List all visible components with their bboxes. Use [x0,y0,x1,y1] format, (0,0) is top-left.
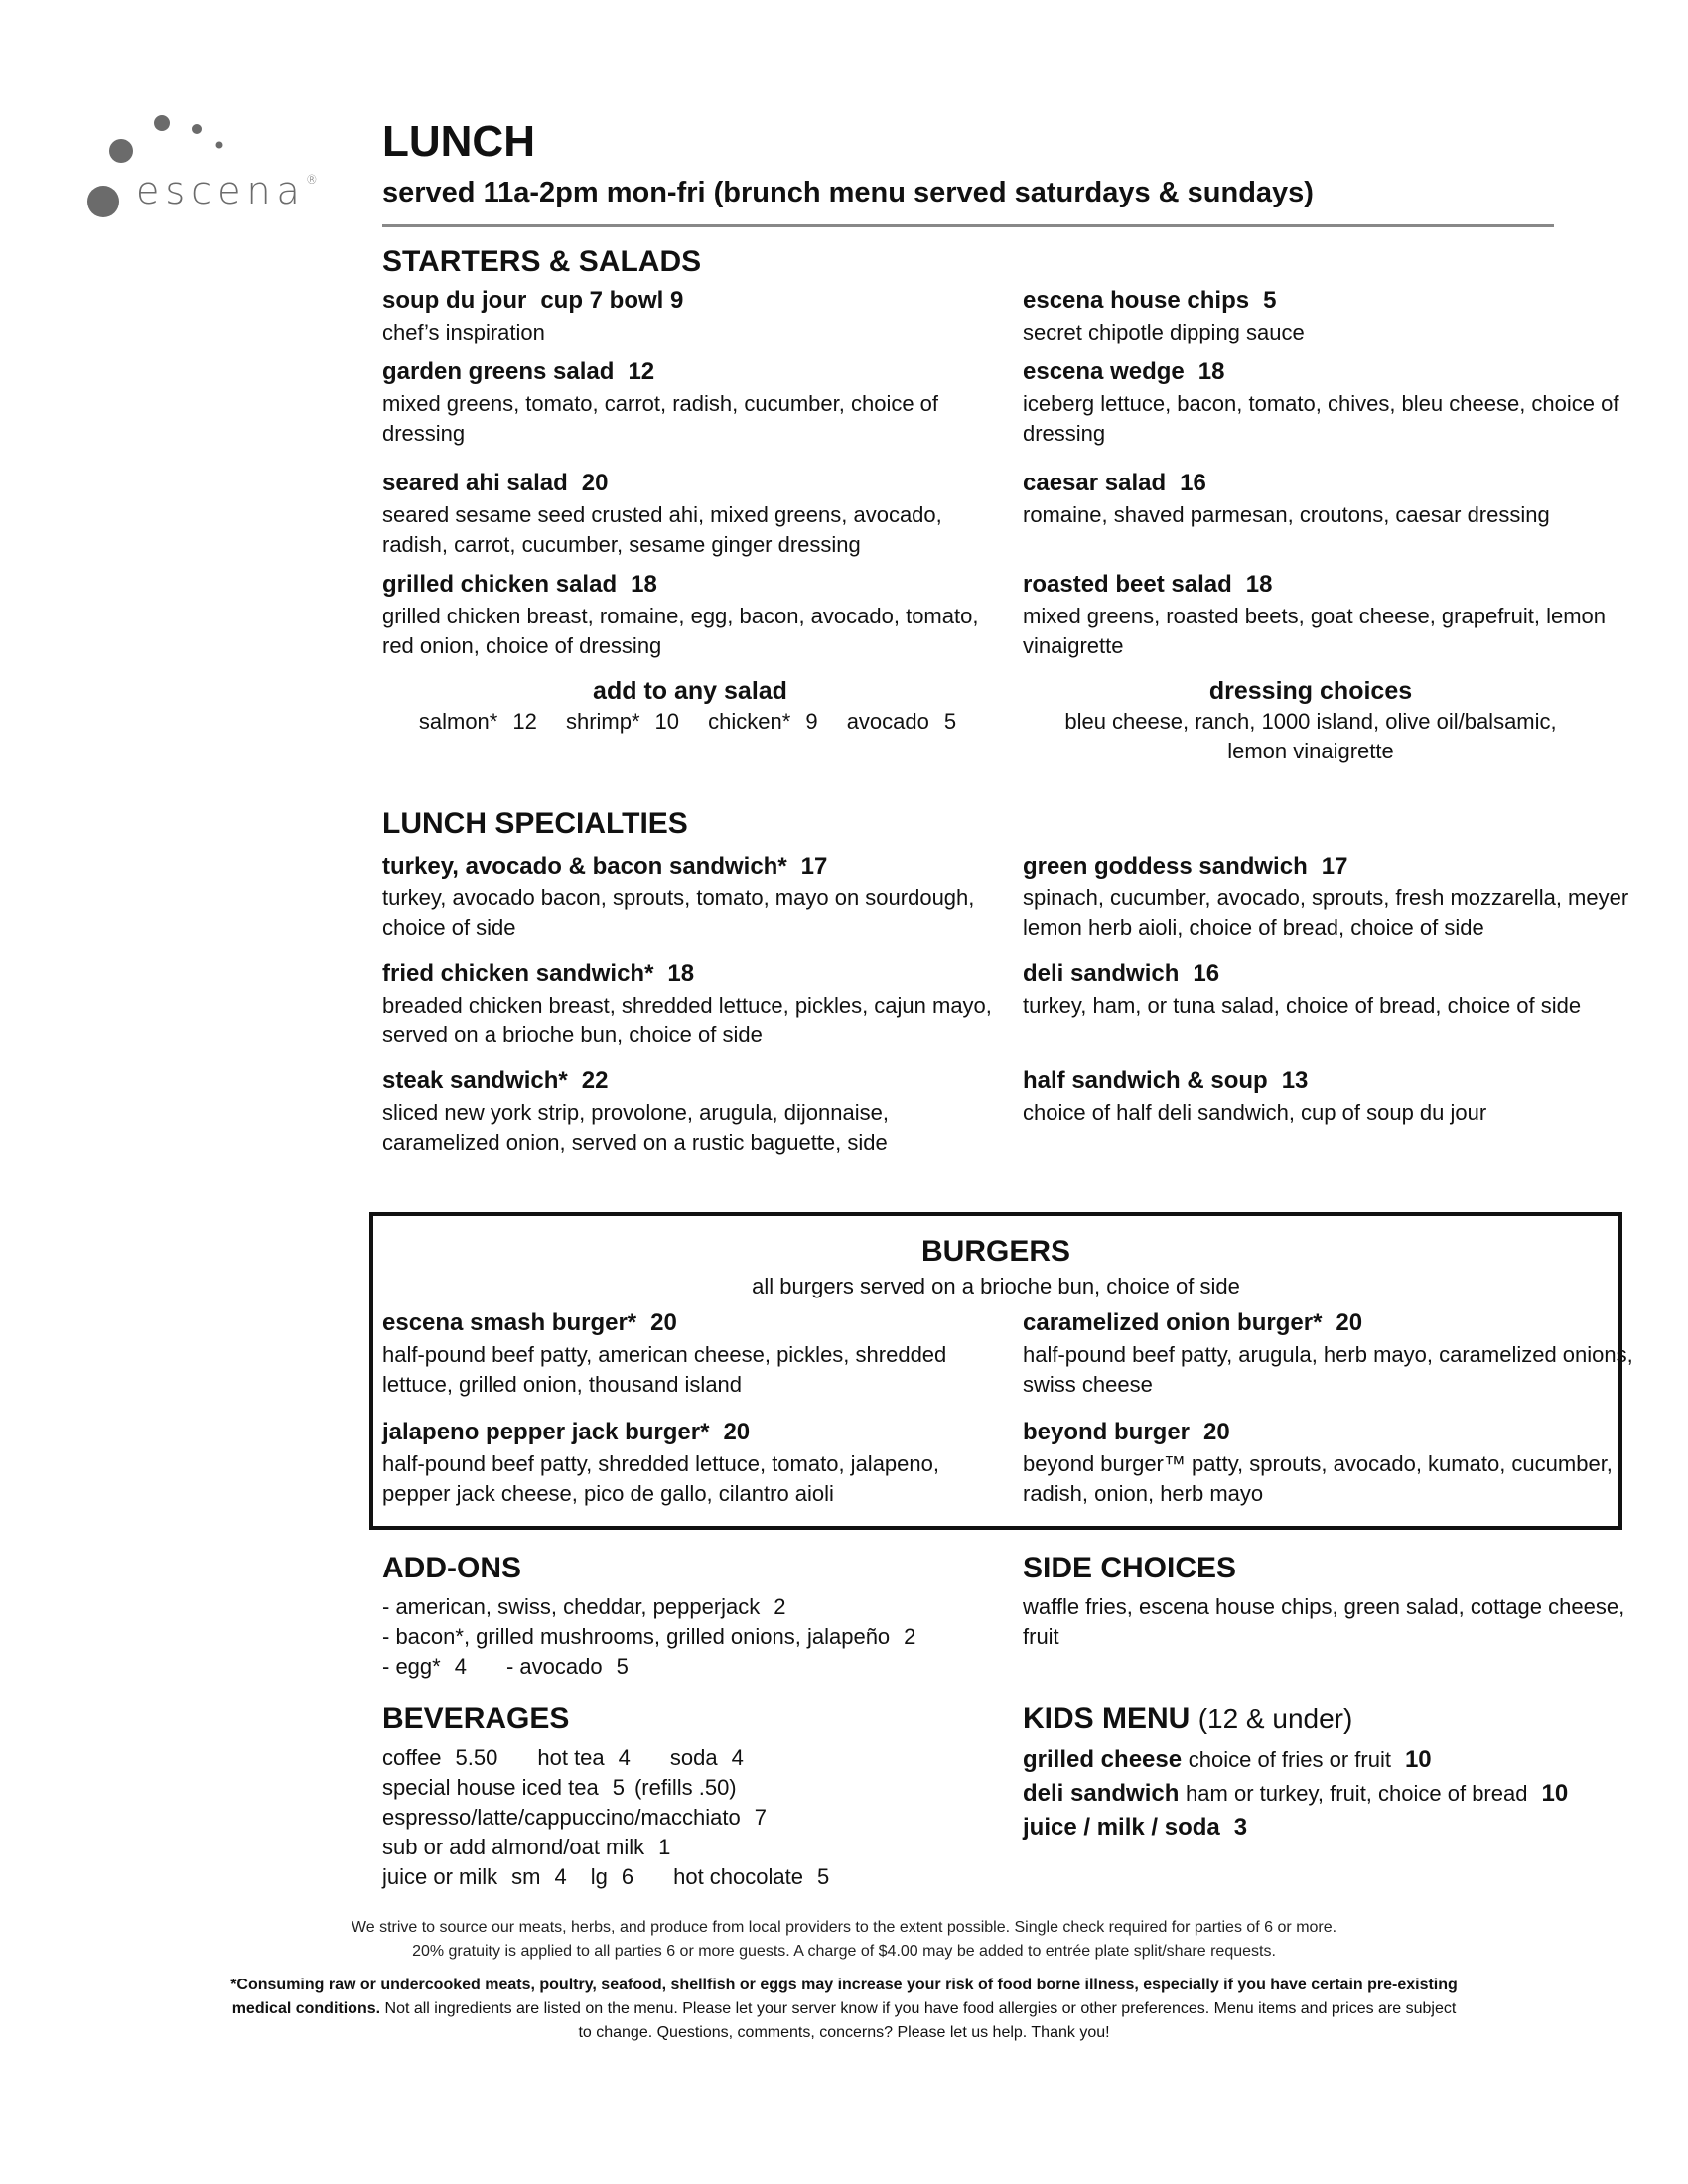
side-choices-text: waffle fries, escena house chips, green salad, cottage cheese, fruit [1023,1594,1625,1649]
beverage-line: sub or add almond/oat milk 1 [382,1835,671,1859]
menu-item: soup du jour cup 7 bowl 9 chef’s inspiration [382,287,684,344]
section-title-starters: STARTERS & SALADS [382,245,702,278]
addon-line: - american, swiss, cheddar, pepperjack 2 [382,1594,786,1619]
menu-item: green goddess sandwich 17 spinach, cucumber, avocado, sprouts, fresh mozzarella, meyer lemon herb aioli, choice of bread, choice of side [1023,853,1629,940]
beverage-line: juice or milk sm 4 lg 6 hot chocolate 5 [382,1864,830,1889]
menu-item: escena wedge 18 iceberg lettuce, bacon, tomato, chives, bleu cheese, choice of dressing [1023,358,1619,446]
menu-item: beyond burger 20 beyond burger™ patty, sprouts, avocado, kumato, cucumber, radish, onion, herb mayo [1023,1419,1613,1506]
dressing-choices: dressing choices bleu cheese, ranch, 1000 island, olive oil/balsamic, lemon vinaigrette [1064,677,1557,763]
menu-item: caramelized onion burger* 20 half-pound beef patty, arugula, herb mayo, caramelized onions, swiss cheese [1023,1309,1633,1397]
section-title-addons: ADD-ONS [382,1552,521,1584]
menu-item: garden greens salad 12 mixed greens, tomato, carrot, radish, cucumber, choice of dressing [382,358,939,446]
kids-item: grilled cheese choice of fries or fruit 10 [1023,1746,1432,1773]
header-divider [382,224,1554,227]
addon-line: - egg* 4 - avocado 5 [382,1654,629,1679]
add-to-salad: add to any salad salmon* 12 shrimp* 10 chicken* 9 avocado 5 [418,677,957,734]
addon-line: - bacon*, grilled mushrooms, grilled onions, jalapeño 2 [382,1624,916,1649]
beverage-line: coffee 5.50 hot tea 4 soda 4 [382,1745,744,1770]
beverage-line: espresso/latte/cappuccino/macchiato 7 [382,1805,768,1830]
page-title: LUNCH [382,117,535,166]
menu-item: seared ahi salad 20 seared sesame seed crusted ahi, mixed greens, avocado, radish, carrot, cucumber, sesame ginger dressing [382,470,942,557]
kids-item: juice / milk / soda 3 [1023,1814,1248,1841]
brand-wordmark: escena® [136,169,318,212]
footer-legal: *Consuming raw or undercooked meats, poultry, seafood, shellfish or eggs may increase your risk of food borne illness, especially if you have certain pre-existing medical conditions. Not all ingredients are listed on the menu. Please let your server know if you have food allergies or other preferences. Menu items and prices are subject to change. Questions, comments, concerns? Please let us help. Thank you! [230,1977,1458,2041]
menu-item: roasted beet salad 18 mixed greens, roasted beets, goat cheese, grapefruit, lemon vinaigrette [1023,571,1607,658]
menu-item: steak sandwich* 22 sliced new york strip, provolone, arugula, dijonnaise, caramelized onion, served on a rustic baguette, side [382,1067,889,1155]
section-title-burgers: BURGERS [920,1235,1070,1268]
escena-logo [84,109,323,228]
menu-item: jalapeno pepper jack burger* 20 half-pound beef patty, shredded lettuce, tomato, jalapeno, pepper jack cheese, pico de gallo, cilantro aioli [382,1419,939,1506]
menu-footer [228,1916,1460,2045]
menu-item: grilled chicken salad 18 grilled chicken breast, romaine, egg, bacon, avocado, tomato, red onion, choice of dressing [382,571,979,658]
menu-header [382,117,1554,210]
section-title-sides: SIDE CHOICES [1023,1552,1237,1584]
menu-item: turkey, avocado & bacon sandwich* 17 turkey, avocado bacon, sprouts, tomato, mayo on sourdough, choice of side [382,853,975,940]
menu-item: half sandwich & soup 13 choice of half deli sandwich, cup of soup du jour [1023,1067,1487,1125]
footer-note: 20% gratuity is applied to all parties 6 or more guests. A charge of $4.00 may be added to entrée plate split/share requests. [412,1943,1276,1960]
burgers-subtitle: all burgers served on a brioche bun, choice of side [752,1274,1240,1298]
menu-item: caesar salad 16 romaine, shaved parmesan, croutons, caesar dressing [1023,470,1550,527]
menu-item: deli sandwich 16 turkey, ham, or tuna salad, choice of bread, choice of side [1023,960,1582,1018]
section-title-kids: KIDS MENU (12 & under) [1023,1703,1353,1735]
section-title-specialties: LUNCH SPECIALTIES [382,807,688,840]
menu-item: fried chicken sandwich* 18 breaded chicken breast, shredded lettuce, pickles, cajun mayo, served on a brioche bun, choice of side [382,960,992,1047]
footer-note: We strive to source our meats, herbs, and produce from local providers to the extent possible. Single check required for parties of 6 or more. [351,1919,1337,1936]
menu-item: escena smash burger* 20 half-pound beef patty, american cheese, pickles, shredded lettuce, grilled onion, thousand island [382,1309,947,1397]
kids-item: deli sandwich ham or turkey, fruit, choice of bread 10 [1023,1780,1569,1807]
service-hours: served 11a-2pm mon-fri (brunch menu served saturdays & sundays) [382,177,1314,208]
menu-item: escena house chips 5 secret chipotle dipping sauce [1023,287,1305,344]
section-title-beverages: BEVERAGES [382,1703,570,1735]
beverage-line: special house iced tea 5 (refills .50) [382,1775,737,1800]
